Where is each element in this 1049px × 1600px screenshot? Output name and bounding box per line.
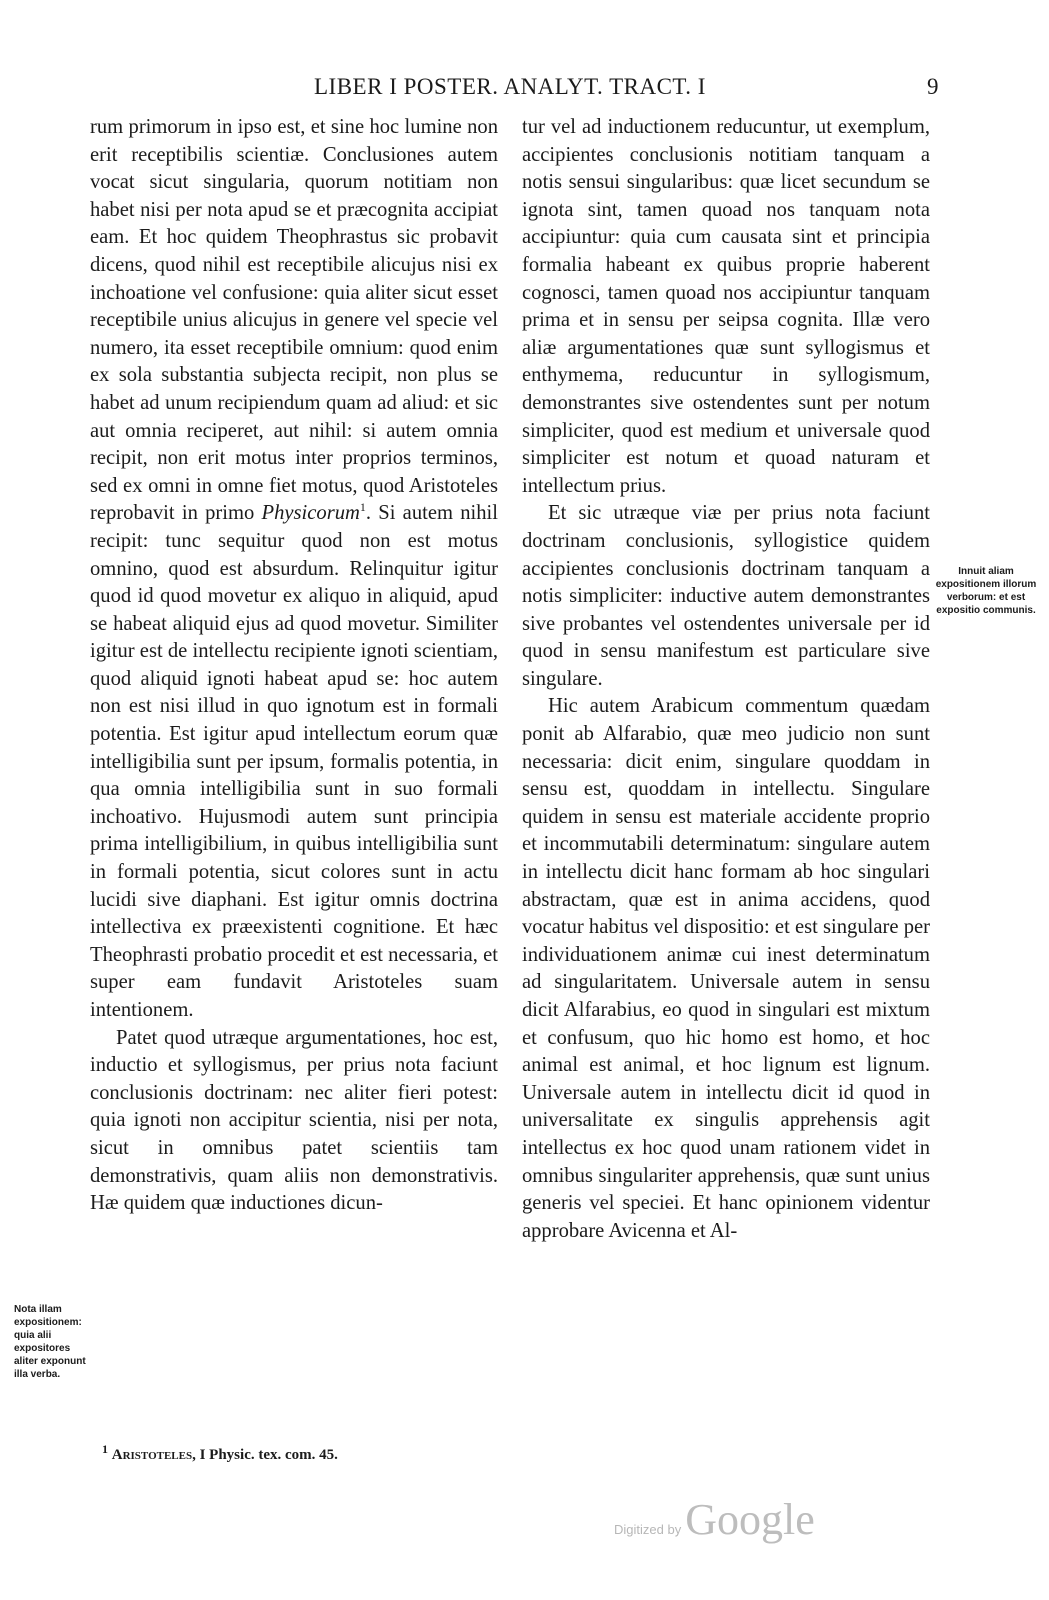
footnote-author: Aristoteles [111, 1447, 193, 1463]
digitized-watermark [614, 1494, 815, 1545]
left-column [90, 114, 498, 1218]
right-column [522, 114, 930, 1245]
left-paragraph-2: Patet quod utræque argumentationes, hoc est, inductio et syllogismus, per prius nota faciunt conclusionis doctrinam: nec aliter fieri potest: quia ignoti non accipitur scientia, nisi per nota, sicut in omnibus patet scientiis tam demonstrativis, quam aliis non demonstrativis. Hæ quidem quæ inductiones dicun- [90, 1026, 498, 1215]
margin-note-left: Nota illam expositionem: quia alii expositores aliter exponunt illa verba. [14, 1304, 86, 1380]
right-paragraph-1: tur vel ad inductionem reducuntur, ut exemplum, accipientes conclusionis notitiam tanquam a notis sensui singularibus: quæ licet secundum se ignota sint, tamen quoad nos tanquam nota accipiuntur: quia cum causata sint et principia formalia habeant ex quibus proprie haberent cognosci, tamen quoad nos accipiuntur tanquam prima et in sensu per seipsa cognita. Illæ vero aliæ argumentationes quæ sunt syllogismus et enthymema, reducuntur in syllogismum, demonstrantes sive ostendentes sunt per notum simpliciter, quod est medium et universale quod simpliciter est notum et quoad naturam et intellectum prius. [522, 116, 930, 497]
running-head: LIBER I POSTER. ANALYT. TRACT. I [314, 74, 706, 99]
left-paragraph-1 [90, 114, 498, 1025]
physicorum-title: Physicorum [261, 502, 360, 525]
footnote-ref: 1 [102, 1442, 108, 1456]
right-paragraph-3: Hic autem Arabicum commentum quædam ponit ab Alfarabio, quæ meo judicio non sunt necessaria: dicit enim, singulare quoddam in sensu est, quoddam in intellectu. Singulare quidem in sensu est materiale accidente proprio et incommutabili determinatum: singulare autem in intellectu dicit hanc formam ab hoc singulari abstractam, quæ est in anima accidens, quod vocatur habitus vel dispositio: et est singulare per individuationem animæ cui inest determinatum ad singularitatem. Universale autem in sensu dicit Alfarabius, eo quod in singulari est mixtum et confusum, quo hic homo est homo, et hoc animal est animal, et hoc lignum est lignum. Universale autem in intellectu dicit id quod in universalitate ex singulis apprehensis agit intellectus ex hoc quod unam rationem videt in omnibus singulariter apprehensis, quæ sunt unius generis vel speciei. Et hanc opinionem videntur approbare Avicenna et Al- [522, 695, 930, 1242]
margin-note-right: Innuit aliam expositionem illorum verborum: et est expositio communis. [935, 566, 1037, 616]
google-logo: Google [685, 1495, 815, 1544]
footnote [102, 1442, 338, 1464]
left-paragraph-1-rest: . Si autem nihil recipit: tunc sequitur quod non est motus omnino, quod est absurdum. Relinquitur igitur quod id quod movetur ex aliquo in aliquid, apud se habeat aliquid ejus ad quod movetur. Similiter igitur est de intellectu recipiente ignoti scientiam, quod aliquid ignoti habeat apud se: hoc autem non est nisi illud in quo ignotum est in formali potentia. Est igitur apud intellectum eorum quæ intelligibilia sunt per ipsum, formalis potentia, in qua omnia intelligibilia sunt in suo formali inchoativo. Hujusmodi autem sunt principia prima intelligibilium, in quibus intelligibilia sunt in formali potentia, sicut colores sunt in actu lucidi sive diaphani. Est igitur omnis doctrina intellectiva ex præexistenti cognitione. Et hæc Theophrasti probatio procedit et est necessaria, et super eam fundavit Aristoteles suam intentionem. [90, 502, 498, 1021]
footnote-marker: 1 [359, 500, 366, 515]
digitized-label: Digitized by [614, 1522, 682, 1537]
footnote-text: , I Physic. tex. com. 45. [192, 1447, 338, 1463]
right-paragraph-2: Et sic utræque viæ per prius nota faciunt doctrinam conclusionis, syllogistice quidem accipientes conclusionis doctrinam tanquam a notis simpliciter: inductive autem demonstrantes sive probantes vel ostendentes universale per id quod in sensu manifestum est particulare sive singulare. [522, 502, 930, 690]
page-number: 9 [927, 74, 939, 99]
left-paragraph-1-text: rum primorum in ipso est, et sine hoc lumine non erit receptibilis scientiæ. Conclusiones autem vocat sicut singularia, quorum notitiam non habet nisi per nota apud se et præcognita accipiat eam. Et hoc quidem Theophrastus sic probavit dicens, quod nihil est receptibile alicujus nisi ex inchoatione vel confusione: quia aliter sicut esset receptibile unius alicujus in genere vel specie vel numero, ita esset receptibile omnium: quod enim ex sola substantia subjecta recipit, non plus se habet ad unum recipiendum quam ad aliud: et sic aut omnia reciperet, aut nihil: si autem omnia recipit, non erit motus inter proprios terminos, sed ex omni in omne fiet motus, quod Aristoteles reprobavit in primo [90, 116, 498, 525]
